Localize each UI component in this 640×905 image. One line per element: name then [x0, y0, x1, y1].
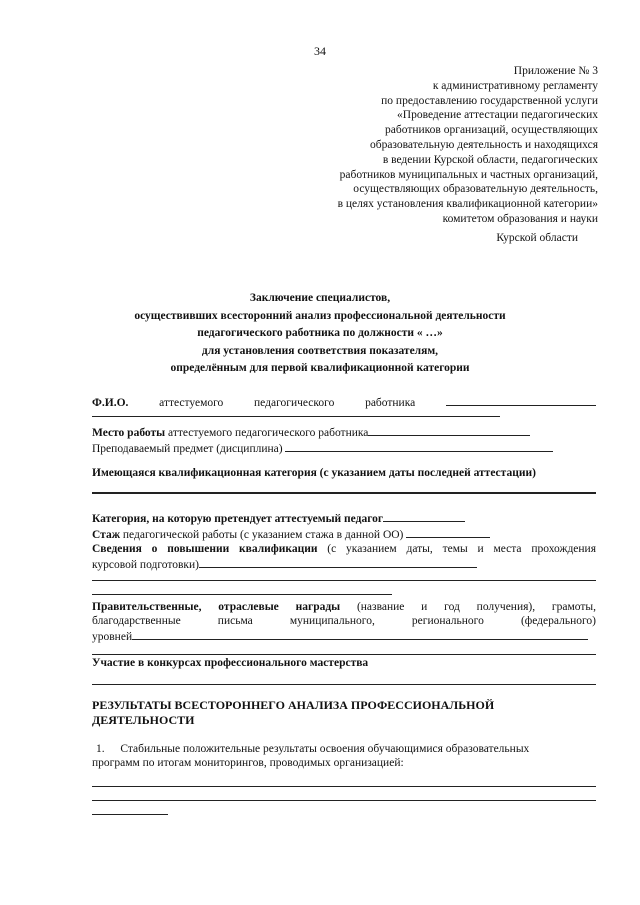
- training-label: Сведения о повышении квалификации: [92, 543, 318, 555]
- awards-label: Правительственные, отраслевые награды: [92, 601, 341, 613]
- experience-field[interactable]: [406, 526, 490, 538]
- workplace-row: [92, 424, 596, 456]
- appendix-header: [268, 64, 598, 246]
- result-item-1: [92, 742, 596, 770]
- appendix-last-line: Курской области: [496, 231, 578, 244]
- result-item-line-short[interactable]: [92, 814, 168, 815]
- fio-word-2: педагогического: [254, 397, 335, 409]
- appendix-line: в целях установления квалификационной категории»: [337, 198, 598, 211]
- appendix-line: к административному регламенту: [432, 79, 598, 92]
- results-heading: [92, 698, 596, 728]
- result-item-line[interactable]: [92, 800, 596, 801]
- results-heading-line-1: РЕЗУЛЬТАТЫ ВСЕСТОРОННЕГО АНАЛИЗА ПРОФЕССИОНАЛЬНОЙ: [92, 698, 495, 712]
- appendix-line: работников муниципальных и частных организаций,: [339, 168, 598, 181]
- claimed-category-label: Категория, на которую претендует аттестуемый педагог: [92, 513, 384, 525]
- result-item-text-2: программ по итогам мониторингов, проводимых организацией:: [92, 757, 404, 769]
- title-line: определённым для первой квалификационной категории: [170, 362, 470, 374]
- awards-text: (название и год получения), грамоты,: [340, 601, 596, 613]
- contests-label: Участие в конкурсах профессионального мастерства: [92, 657, 369, 669]
- claimed-category-block: [92, 510, 596, 572]
- workplace-field[interactable]: [368, 424, 530, 436]
- training-extra-line-2[interactable]: [92, 594, 392, 595]
- title-line: Заключение специалистов,: [249, 292, 391, 304]
- result-item-number: 1.: [96, 743, 105, 755]
- appendix-line: работников организаций, осуществляющих: [385, 124, 598, 137]
- workplace-label: Место работы: [92, 427, 166, 439]
- appendix-line: по предоставлению государственной услуги: [381, 94, 598, 107]
- appendix-line: Приложение № 3: [513, 65, 598, 77]
- appendix-line: комитетом образования и науки: [442, 212, 598, 225]
- appendix-line: «Проведение аттестации педагогических: [397, 109, 598, 122]
- result-item-text: Стабильные положительные результаты освоения обучающимися образовательных: [120, 743, 530, 755]
- awards-block: [92, 600, 596, 644]
- result-item-line[interactable]: [92, 786, 596, 787]
- workplace-text: аттестуемого педагогического работника: [165, 427, 369, 439]
- current-category-label: Имеющаяся квалификационная категория (с указанием даты последней аттестации): [92, 467, 536, 479]
- results-heading-line-2: ДЕЯТЕЛЬНОСТИ: [92, 713, 195, 727]
- appendix-line: в ведении Курской области, педагогических: [382, 153, 598, 166]
- current-category-row: [92, 466, 596, 480]
- title-line: осуществивших всесторонний анализ профессиональной деятельности: [134, 309, 506, 322]
- training-text: (с указанием даты, темы и места прохождения: [317, 543, 596, 555]
- contests-field[interactable]: [92, 684, 596, 685]
- training-field[interactable]: [199, 556, 477, 568]
- document-title: [0, 290, 640, 378]
- training-extra-line[interactable]: [92, 580, 596, 581]
- fio-word-3: работника: [365, 397, 416, 409]
- awards-text-3: уровней: [92, 631, 133, 643]
- claimed-category-field[interactable]: [383, 510, 465, 522]
- fio-field[interactable]: [446, 394, 596, 406]
- appendix-line: осуществляющих образовательную деятельность,: [353, 183, 598, 196]
- subject-label: Преподаваемый предмет (дисциплина): [92, 443, 283, 455]
- fio-row: [92, 394, 596, 410]
- awards-text-2: благодарственные письма муниципального, регионального (федерального): [92, 615, 596, 627]
- contests-row: [92, 656, 596, 670]
- awards-field[interactable]: [132, 628, 588, 640]
- awards-extra-line[interactable]: [92, 654, 596, 655]
- fio-word-1: аттестуемого: [159, 397, 224, 409]
- title-line: педагогического работника по должности « …»: [197, 327, 443, 339]
- subject-field[interactable]: [285, 440, 553, 452]
- training-text-2: курсовой подготовки): [92, 559, 199, 571]
- title-line: для установления соответствия показателям,: [201, 344, 439, 357]
- current-category-field[interactable]: [92, 492, 596, 494]
- fio-extra-line: [92, 416, 500, 417]
- fio-label: Ф.И.О.: [92, 397, 129, 409]
- experience-text: педагогической работы (с указанием стажа в данной ОО): [120, 529, 404, 541]
- appendix-line: образовательную деятельность и находящихся: [369, 138, 598, 151]
- experience-label: Стаж: [92, 529, 121, 541]
- page-number: 34: [314, 44, 326, 58]
